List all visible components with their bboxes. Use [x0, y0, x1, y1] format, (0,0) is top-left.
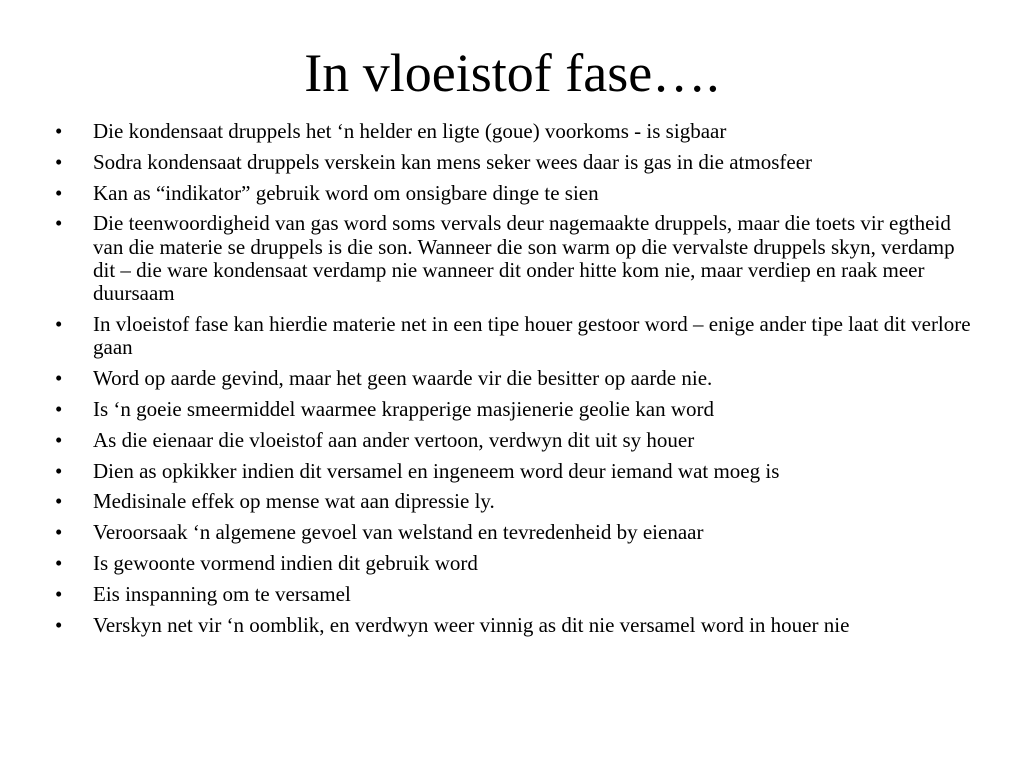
bullet-text: Word op aarde gevind, maar het geen waarde vir die besitter op aarde nie. — [93, 366, 713, 391]
bullet-text: In vloeistof fase kan hierdie materie net in een tipe houer gestoor word – enige ander tipe laat dit verlore gaan — [93, 312, 971, 360]
bullet-item — [55, 398, 980, 421]
bullet-text: Is ‘n goeie smeermiddel waarmee krapperige masjienerie geolie kan word — [93, 396, 714, 421]
bullet-marker: • — [55, 119, 63, 143]
bullet-marker: • — [55, 149, 63, 174]
bullet-item — [55, 313, 980, 360]
bullet-item — [55, 367, 980, 390]
bullet-item — [55, 583, 980, 606]
bullet-text: Dien as opkikker indien dit versamel en ingeneem word deur iemand wat moeg is — [93, 458, 780, 483]
bullet-marker: • — [55, 458, 63, 483]
bullet-item — [55, 521, 980, 544]
bullet-marker: • — [55, 312, 63, 337]
bullet-text: Die teenwoordigheid van gas word soms vervals deur nagemaakte druppels, maar die toets vir egtheid van die materie se druppels is die son. Wanneer die son warm op die vervalste druppels skyn, verdamp dit – die ware kondensaat verdamp nie wanneer dit onder hitte kom nie, maar verdiep en raak meer duursaam — [93, 211, 955, 306]
bullet-marker: • — [55, 612, 63, 637]
bullet-item — [55, 151, 980, 174]
bullet-marker: • — [55, 427, 63, 452]
bullet-list — [55, 120, 980, 644]
bullet-item — [55, 460, 980, 483]
bullet-text: Eis inspanning om te versamel — [93, 581, 351, 606]
slide-title: In vloeistof fase…. — [304, 43, 720, 103]
bullet-text: Sodra kondensaat druppels verskein kan mens seker wees daar is gas in die atmosfeer — [93, 149, 813, 174]
bullet-marker: • — [55, 520, 63, 545]
bullet-item — [55, 182, 980, 205]
bullet-item — [55, 212, 980, 305]
bullet-text: Verskyn net vir ‘n oomblik, en verdwyn weer vinnig as dit nie versamel word in houer nie — [93, 612, 850, 637]
bullet-item — [55, 614, 980, 637]
bullet-item — [55, 120, 980, 143]
bullet-marker: • — [55, 366, 63, 391]
bullet-marker: • — [55, 211, 63, 236]
bullet-text: Medisinale effek op mense wat aan dipressie ly. — [93, 489, 495, 514]
bullet-marker: • — [55, 180, 63, 205]
bullet-text: Die kondensaat druppels het ‘n helder en ligte (goue) voorkoms - is sigbaar — [93, 119, 727, 143]
bullet-marker: • — [55, 489, 63, 514]
bullet-text: Is gewoonte vormend indien dit gebruik word — [93, 550, 478, 575]
bullet-item — [55, 552, 980, 575]
bullet-marker: • — [55, 396, 63, 421]
bullet-item — [55, 490, 980, 513]
bullet-marker: • — [55, 550, 63, 575]
bullet-item — [55, 429, 980, 452]
bullet-text: Kan as “indikator” gebruik word om onsigbare dinge te sien — [93, 180, 599, 205]
bullet-marker: • — [55, 581, 63, 606]
bullet-text: As die eienaar die vloeistof aan ander vertoon, verdwyn dit uit sy houer — [93, 427, 695, 452]
bullet-text: Veroorsaak ‘n algemene gevoel van welstand en tevredenheid by eienaar — [93, 520, 704, 545]
